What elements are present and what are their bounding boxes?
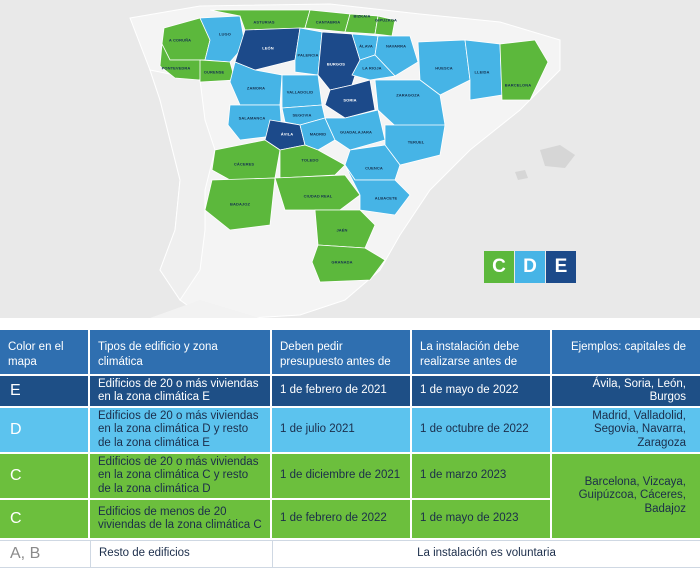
prov-label-lugo: LUGO — [219, 31, 231, 37]
prov-label-navarra: NAVARRA — [385, 43, 407, 49]
row-sep-3 — [0, 452, 700, 454]
prov-label-zamora: ZAMORA — [246, 85, 266, 91]
prov-label-pontevedra: PONTEVEDRA — [161, 65, 191, 71]
table-header-row — [0, 330, 700, 374]
header-install: La instalación debe realizarse antes de — [420, 341, 520, 368]
row-c1-code: C — [10, 467, 22, 485]
prov-label-madrid: MADRID — [309, 131, 327, 137]
prov-label-cantabria: CANTABRIA — [315, 19, 341, 25]
prov-label-huesca: HUESCA — [435, 65, 453, 71]
prov-palencia — [295, 28, 322, 75]
prov-label-segovia: SEGOVIA — [292, 112, 312, 118]
prov-label-a-coruna: A CORUÑA — [168, 37, 192, 43]
prov-label-alava: ÁLAVA — [359, 43, 373, 49]
row-d-quote: 1 de julio 2021 — [280, 423, 355, 436]
header-examples: Ejemplos: capitales de — [570, 341, 686, 353]
prov-label-leon: LEÓN — [262, 45, 274, 51]
col-sep-1 — [88, 330, 90, 538]
row-c1-install: 1 de marzo 2023 — [420, 469, 507, 482]
prov-label-toledo: TOLEDO — [301, 157, 319, 163]
row-d-install: 1 de octubre de 2022 — [420, 423, 529, 436]
prov-label-asturias: ASTURIAS — [253, 19, 275, 25]
row-e-examples: Ávila, Soria, León, Burgos — [592, 377, 686, 403]
table-row-d — [0, 408, 700, 452]
prov-label-salamanca: SALAMANCA — [238, 115, 266, 121]
prov-label-caceres: CÁCERES — [233, 161, 255, 167]
prov-label-bizkaia: BIZKAIA — [353, 13, 371, 19]
legend-label-e: E — [554, 256, 568, 277]
table-row-e — [0, 376, 700, 406]
header-quote: Deben pedir presupuesto antes de — [280, 341, 391, 368]
col-sep-3 — [410, 330, 412, 538]
prov-label-soria: SORIA — [343, 97, 357, 103]
row-e-code: E — [10, 382, 21, 400]
table-row-ab — [0, 540, 700, 568]
prov-label-ourense: OURENSE — [203, 69, 225, 75]
row-ab-code: A, B — [10, 545, 41, 563]
prov-label-palencia: PALENCIA — [297, 52, 319, 58]
row-e-type: Edificios de 20 o más viviendas en la zona climática E — [98, 377, 259, 403]
row-e-install: 1 de mayo de 2022 — [420, 384, 519, 397]
prov-label-burgos: BURGOS — [326, 61, 346, 67]
row-c2-quote: 1 de febrero de 2022 — [280, 512, 387, 525]
prov-label-jaen: JAÉN — [336, 227, 348, 233]
legend-label-d: D — [523, 256, 537, 277]
row-ab-voluntary: La instalación es voluntaria — [272, 541, 700, 567]
prov-label-badajoz: BADAJOZ — [229, 201, 251, 207]
prov-label-cuenca: CUENCA — [365, 165, 383, 171]
row-sep-1 — [0, 374, 700, 376]
row-ab-type: Resto de edificios — [90, 541, 270, 567]
row-d-type: Edificios de 20 o más viviendas en la zona climática D y resto de la zona climática E — [98, 409, 259, 449]
row-sep-2 — [0, 406, 700, 408]
col-sep-2 — [270, 330, 272, 538]
header-type: Tipos de edificio y zona climática — [98, 341, 218, 368]
balearic-islands — [540, 145, 575, 168]
row-d-code: D — [10, 421, 22, 439]
row-c-examples: Barcelona, Vizcaya, Guipúzcoa, Cáceres, Badajoz — [578, 475, 686, 515]
prov-label-gipuzkoa: GIPUZKOA — [375, 17, 397, 23]
prov-label-ciudad-real: CIUDAD REAL — [303, 193, 333, 199]
row-d-examples: Madrid, Valladolid, Segovia, Navarra, Zaragoza — [592, 409, 686, 449]
row-c1-type: Edificios de 20 o más viviendas en la zona climática C y resto de la zona climática D — [98, 455, 259, 495]
prov-label-avila: ÁVILA — [280, 131, 294, 137]
table-row-c1 — [0, 454, 550, 498]
legend-label-c: C — [492, 256, 506, 277]
row-e-quote: 1 de febrero de 2021 — [280, 384, 387, 397]
row-c2-install: 1 de mayo de 2023 — [420, 512, 519, 525]
prov-label-granada: GRANADA — [331, 259, 353, 265]
prov-label-la-rioja: LA RIOJA — [362, 65, 382, 71]
row-c2-type: Edificios de menos de 20 viviendas de la zona climática C — [98, 505, 262, 531]
balearic-islands-small — [515, 170, 528, 180]
col-sep-4 — [550, 330, 552, 538]
prov-label-guadalajara: GUADALAJARA — [340, 129, 372, 135]
row-c1-quote: 1 de diciembre de 2021 — [280, 469, 401, 482]
header-color: Color en el mapa — [8, 341, 64, 368]
prov-ciudad-real — [275, 175, 360, 210]
prov-label-zaragoza: ZARAGOZA — [396, 92, 420, 98]
prov-label-lleida: LLEIDA — [474, 69, 490, 75]
prov-label-valladolid: VALLADOLID — [286, 89, 314, 95]
prov-label-teruel: TERUEL — [407, 139, 425, 145]
table-row-c2 — [0, 500, 550, 538]
prov-label-albacete: ALBACETE — [374, 195, 398, 201]
row-c2-code: C — [10, 510, 22, 528]
prov-label-barcelona: BARCELONA — [504, 82, 532, 88]
